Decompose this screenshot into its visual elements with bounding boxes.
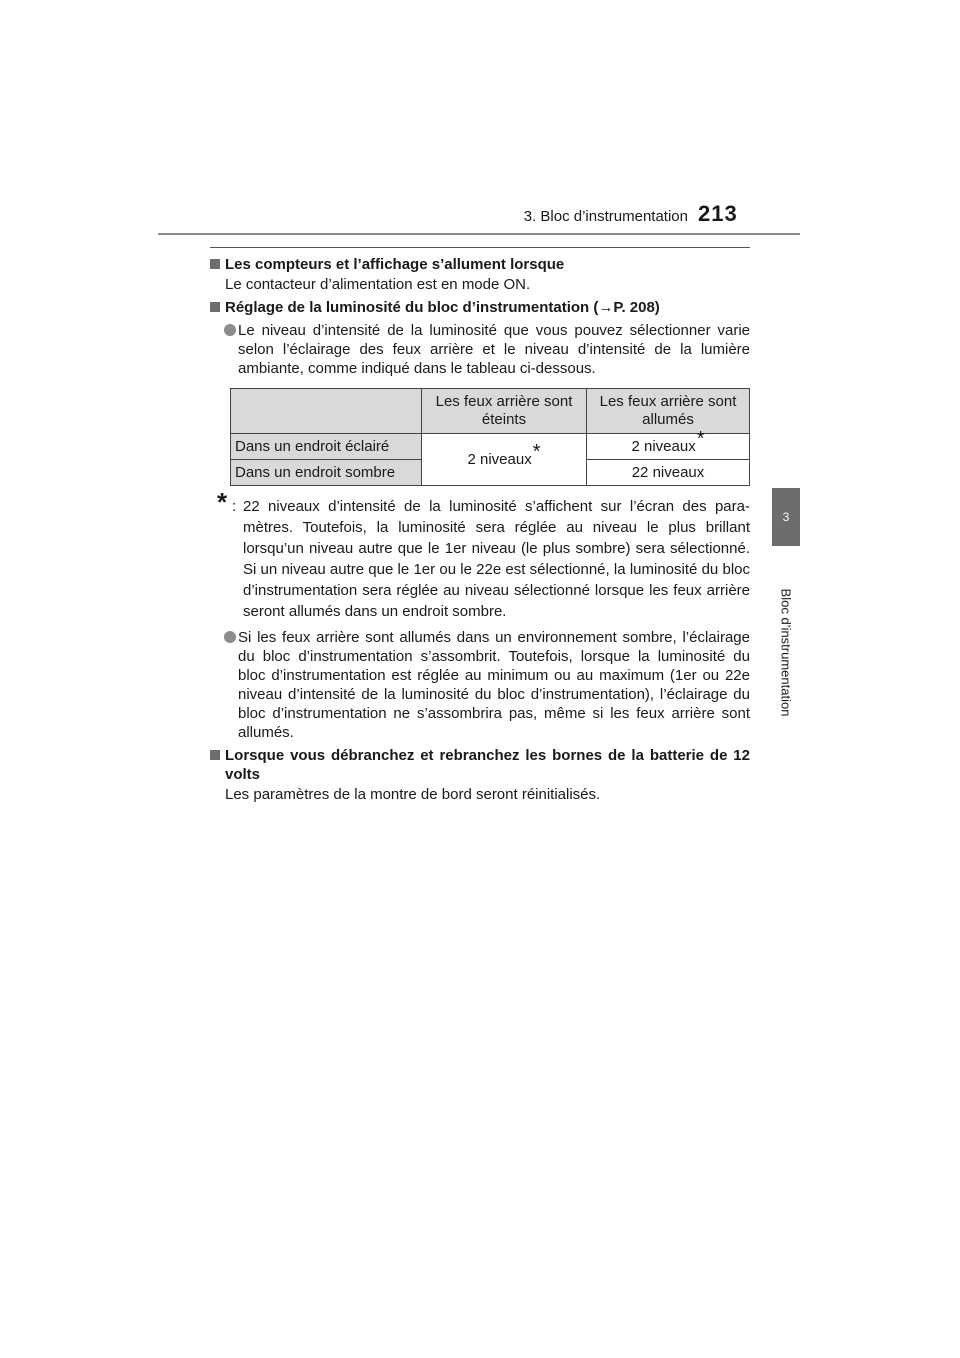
table-cell-merged bbox=[422, 434, 587, 486]
table-header-lights-off: Les feux arrière sont éteints bbox=[422, 389, 587, 434]
footnote-colon: : bbox=[232, 498, 237, 515]
asterisk-footnote bbox=[210, 487, 750, 622]
table-cell-merged-text: 2 niveaux bbox=[467, 451, 532, 468]
page-content bbox=[210, 255, 750, 804]
square-bullet-icon bbox=[210, 259, 220, 269]
battery-text: Les paramètres de la montre de bord seront réinitialisés. bbox=[225, 786, 601, 803]
dimming-bullet-text: Si les feux arrière sont allumés dans un environnement sombre, l’éclairage du bloc d’instrumentation s’assombrit. Toutefois, lorsque la luminosité du bloc d’instrumentation est réglée au minimum ou au maximum (1er ou 22e niveau d’intensité de la luminosité du bloc d’instrumentation), l’éclairage du bloc d’instrumentation ne s’assombrira pas, même si les feux arrière sont allumés. bbox=[238, 629, 750, 741]
startup-text: Le contacteur d’alimentation est en mode ON. bbox=[225, 276, 531, 293]
asterisk-mark: * bbox=[696, 428, 705, 450]
square-bullet-icon bbox=[210, 302, 220, 312]
table-header-row bbox=[231, 389, 750, 434]
table-cell-bright-on-text: 2 niveaux bbox=[631, 438, 696, 455]
chapter-tab: 3 bbox=[772, 488, 800, 546]
brightness-heading-pre: Réglage de la luminosité du bloc d’instrumentation ( bbox=[225, 299, 599, 316]
brightness-bullet-text: Le niveau d’intensité de la luminosité que vous pouvez sélectionner varie selon l’éclairage des feux arrière et le niveau d’intensité de la lumière ambiante, comme indiqué dans le tableau ci-dessous. bbox=[238, 322, 750, 377]
brightness-page-ref[interactable]: P. 208) bbox=[613, 299, 660, 316]
chapter-side-label bbox=[742, 552, 830, 752]
table-cell-bright-on bbox=[587, 428, 750, 460]
section-heading-battery bbox=[210, 746, 750, 784]
brightness-levels-table bbox=[230, 388, 750, 486]
footnote-asterisk: * bbox=[217, 487, 228, 517]
header-section-title: 3. Bloc d’instrumentation bbox=[523, 208, 688, 225]
round-bullet-icon bbox=[224, 631, 236, 643]
section-heading-startup-text: Les compteurs et l’affichage s’allument lorsque bbox=[225, 256, 565, 273]
table-corner-cell bbox=[231, 389, 422, 434]
section-heading-startup bbox=[210, 255, 750, 274]
table-row-label-bright: Dans un endroit éclairé bbox=[231, 434, 422, 460]
page-number: 213 bbox=[698, 201, 738, 226]
list-item bbox=[210, 321, 750, 378]
list-item bbox=[210, 628, 750, 742]
section-heading-battery-text: Lorsque vous débranchez et rebranchez les bornes de la batterie de 12 volts bbox=[225, 747, 750, 783]
asterisk-mark: * bbox=[532, 441, 541, 463]
table-cell-dark-on: 22 niveaux bbox=[587, 460, 750, 486]
chapter-side-label-text: Bloc d’instrumentation bbox=[778, 588, 794, 716]
table-row-label-dark: Dans un endroit sombre bbox=[231, 460, 422, 486]
content-divider bbox=[210, 247, 750, 248]
square-bullet-icon bbox=[210, 750, 220, 760]
footnote-text: 22 niveaux d’intensité de la luminosité s’affichent sur l’écran des paramètres. Toutefois, la luminosité sera réglée au niveau le plus brillant lorsqu’un niveau autre que le 1er niveau (le plus sombre) sera sélectionné. Si un niveau autre que le 1er ou le 22e est sélectionné, la luminosité du bloc d’instrumentation sera réglée au niveau sélectionné lorsque les feux arrière seront allumés dans un endroit sombre. bbox=[243, 498, 750, 620]
table-header-lights-on: Les feux arrière sont allumés bbox=[587, 389, 750, 434]
header-divider bbox=[158, 233, 800, 235]
page-ref-arrow-icon: → bbox=[598, 299, 614, 316]
table-row bbox=[231, 434, 750, 460]
section-heading-brightness bbox=[210, 298, 750, 317]
round-bullet-icon bbox=[224, 324, 236, 336]
